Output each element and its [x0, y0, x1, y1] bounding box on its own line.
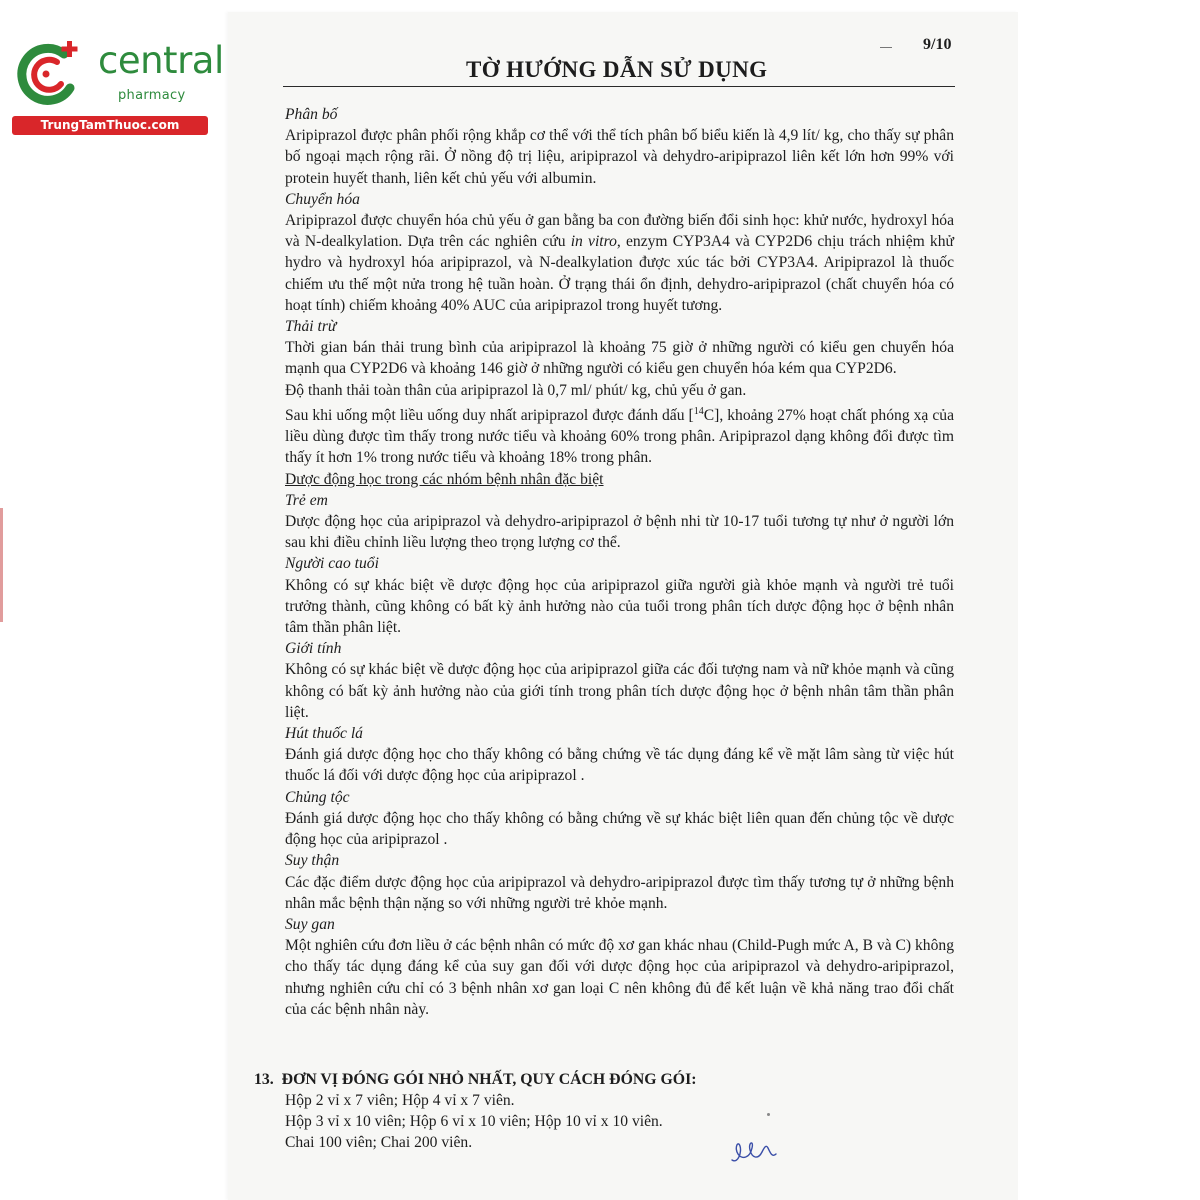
section-13-title: ĐƠN VỊ ĐÓNG GÓI NHỎ NHẤT, QUY CÁCH ĐÓNG GÓI: — [281, 1071, 697, 1088]
packaging-line: Hộp 2 vỉ x 7 viên; Hộp 4 vỉ x 7 viên. — [285, 1092, 515, 1109]
paragraph-distribution: Aripiprazol được phân phối rộng khắp cơ thể với thể tích phân bố biểu kiến là 4,9 lít/ kg, cho thấy sự phân bố ngoại mạch rộng rãi. Ở nồng độ trị liệu, aripiprazol và dehydro-aripiprazol liên kết lớn hơn 99% với protein huyết thanh, liên kết chủ yếu với albumin. — [285, 127, 954, 187]
paragraph-gender: Không có sự khác biệt về dược động học của aripiprazol giữa các đối tượng nam và nữ khỏe mạnh và cũng không có bất kỳ ảnh hưởng nào của giới tính trong phân tích dược động học ở bệnh nhân tâm thần phân liệt. — [285, 661, 954, 721]
elimination-isotope: 14 — [693, 405, 704, 417]
brand-name: central — [98, 39, 224, 82]
document-body — [285, 104, 954, 1020]
paragraph-smoking: Đánh giá dược động học cho thấy không có bằng chứng về tác dụng đáng kể về mặt lâm sàng từ việc hút thuốc lá đối với dược động học của aripiprazol . — [285, 746, 954, 785]
heading-gender: Giới tính — [285, 640, 342, 658]
heading-children: Trẻ em — [285, 491, 328, 509]
paragraph-elderly: Không có sự khác biệt về dược động học của aripiprazol giữa người già khỏe mạnh và người trẻ tuổi trưởng thành, cũng không có bất kỳ ảnh hưởng nào của tuổi trong phân tích dược động học ở bệnh nhân tâm thần phân liệt. — [285, 576, 954, 637]
central-pharmacy-logo-icon — [12, 40, 82, 110]
paragraph-hepatic: Một nghiên cứu đơn liều ở các bệnh nhân có mức độ xơ gan khác nhau (Child-Pugh mức A, B và C) không cho thấy tác dụng đáng kể của suy gan đối với dược động học của aripiprazol và dehydro-aripiprazol, nhưng nghiên cứu chỉ có 3 bệnh nhân xơ gan loại C nên không đủ để kết luận về khả năng trao đổi chất của các bệnh nhân này. — [285, 937, 954, 1018]
section-13-heading — [254, 1071, 697, 1089]
title-rule — [283, 86, 955, 87]
paragraph-renal: Các đặc điểm dược động học của aripiprazol và dehydro-aripiprazol được tìm thấy tương tự ở những bệnh nhân mắc bệnh thận nặng so với những người trẻ khỏe mạnh. — [285, 873, 954, 912]
initials-signature — [728, 1134, 780, 1168]
page-number: 9/10 — [923, 36, 952, 53]
document-title: TỜ HƯỚNG DẪN SỬ DỤNG — [466, 57, 768, 82]
packaging-line: Hộp 3 vỉ x 10 viên; Hộp 6 vỉ x 10 viên; Hộp 10 vỉ x 10 viên. — [285, 1113, 663, 1130]
brand-logo[interactable] — [12, 36, 224, 136]
header-dash — [880, 47, 892, 48]
metabolism-in-vitro: in vitro — [570, 233, 617, 251]
heading-elimination: Thải trừ — [285, 318, 337, 336]
elimination-text-3b: C], khoảng 27% hoạt chất phóng xạ của liều dùng được tìm thấy trong nước tiểu và khoảng 60% trong phân. Aripiprazol dạng không đổi được tìm thấy ít hơn 1% trong nước tiểu và khoảng 18% trong phân. — [285, 407, 955, 467]
scan-speck — [767, 1113, 770, 1116]
section-13-number: 13. — [254, 1071, 274, 1088]
packaging-list — [285, 1090, 954, 1153]
paragraph-metabolism — [285, 210, 954, 316]
heading-smoking: Hút thuốc lá — [285, 725, 363, 743]
heading-renal: Suy thận — [285, 852, 340, 870]
paragraph-elimination-1: Thời gian bán thải trung bình của aripiprazol là khoảng 75 giờ ở những người có kiểu gen chuyển hóa mạnh qua CYP2D6 và khoảng 146 giờ ở những người có kiểu gen chuyển hóa kém qua CYP2D6. — [285, 339, 954, 378]
paragraph-children: Dược động học của aripiprazol và dehydro-aripiprazol ở bệnh nhi từ 10-17 tuổi tương tự như ở người lớn sau khi điều chỉnh liều lượng theo trọng lượng cơ thể. — [285, 513, 954, 552]
heading-race: Chủng tộc — [285, 788, 350, 806]
heading-special-groups: Dược động học trong các nhóm bệnh nhân đặc biệt — [285, 470, 604, 488]
metabolism-text-c: , enzym CYP3A4 và CYP2D6 chịu trách nhiệm khử hydro và hydroxyl hóa aripiprazol, và N-dealkylation được xúc tác bởi CYP3A4. Aripiprazol là thuốc chiếm ưu thế một nửa trong hệ tuần hoàn. Ở trạng thái ổn định, dehydro-aripiprazol (chất chuyển hóa có hoạt tính) chiếm khoảng 40% AUC của aripiprazol trong huyết tương. — [285, 233, 954, 314]
paragraph-race: Đánh giá dược động học cho thấy không có bằng chứng về sự khác biệt liên quan đến chủng tộc về dược động học của aripiprazol . — [285, 809, 954, 849]
paragraph-elimination-3 — [285, 401, 954, 469]
heading-distribution: Phân bố — [285, 106, 338, 123]
heading-elderly: Người cao tuổi — [285, 555, 379, 573]
heading-metabolism: Chuyển hóa — [285, 190, 360, 208]
edge-mark — [0, 508, 3, 622]
metabolism-text-a: Aripiprazol được chuyển hóa chủ yếu ở gan bằng ba con đường biến đổi sinh học: khử nước, hydroxyl hóa và N-dealkylation. Dựa trên các nghiên cứu — [285, 212, 954, 251]
elimination-text-3a: Sau khi uống một liều uống duy nhất aripiprazol được đánh dấu [ — [285, 407, 694, 425]
packaging-line: Chai 100 viên; Chai 200 viên. — [285, 1134, 473, 1151]
paragraph-elimination-2: Độ thanh thải toàn thân của aripiprazol là 0,7 ml/ phút/ kg, chủ yếu ở gan. — [285, 381, 747, 399]
brand-url[interactable]: TrungTamThuoc.com — [12, 116, 208, 135]
brand-subtitle: pharmacy — [118, 88, 186, 103]
heading-hepatic: Suy gan — [285, 915, 335, 933]
